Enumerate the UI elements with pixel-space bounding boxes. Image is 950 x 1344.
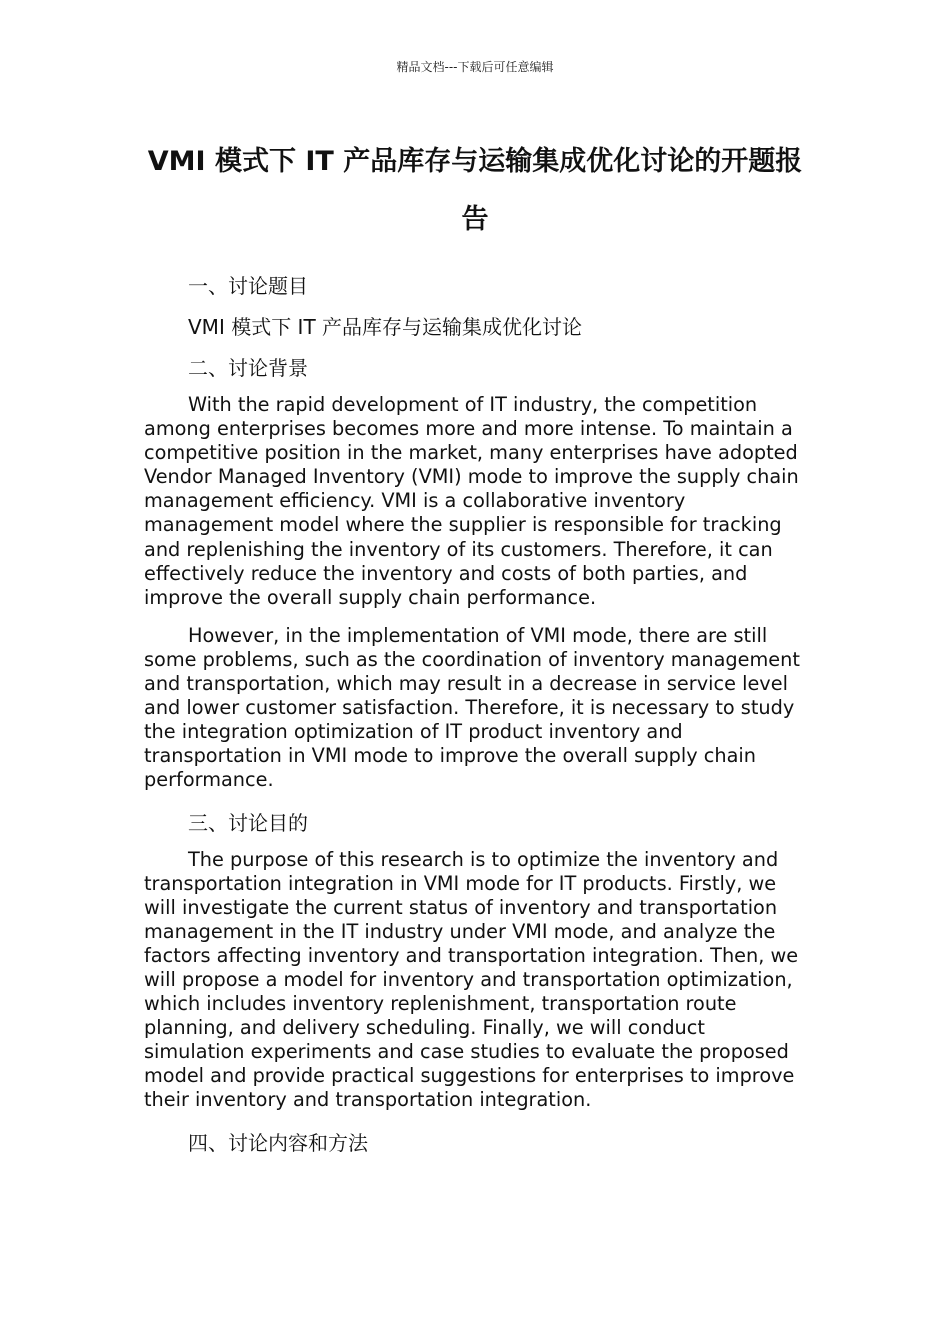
- purpose-paragraph: The purpose of this research is to optimize the inventory and transportation integration in VMI mode for IT products. Firstly, we will investigate the current status of inventory and transportation management in the IT industry under VMI mode, and analyze the factors affecting inventory and transportation integration. Then, we will propose a model for inventory and transportation optimization, which includes inventory replenishment, transportation route planning, and delivery scheduling. Finally, we will conduct simulation experiments and case studies to evaluate the proposed model and provide practical suggestions for enterprises to improve their inventory and transportation integration.: [144, 847, 799, 1112]
- document-title: VMI 模式下 IT 产品库存与运输集成优化讨论的开题报告: [147, 146, 803, 235]
- background-paragraph-1: With the rapid development of IT industry, the competition among enterprises becomes more and more intense. To maintain a competitive position in the market, many enterprises have adopted Vendor Managed Inventory (VMI) mode to improve the supply chain management efficiency. VMI is a collaborative inventory management model where the supplier is responsible for tracking and replenishing the inventory of its customers. Therefore, it can effectively reduce the inventory and costs of both parties, and improve the overall supply chain performance.: [144, 393, 799, 609]
- section-heading-topic: 一、讨论题目: [188, 274, 308, 298]
- document-body: [144, 270, 810, 1168]
- topic-text: VMI 模式下 IT 产品库存与运输集成优化讨论: [188, 315, 583, 339]
- background-paragraph-2: However, in the implementation of VMI mode, there are still some problems, such as the coordination of inventory management and transportation, which may result in a decrease in service level and lower customer satisfaction. Therefore, it is necessary to study the integration optimization of IT product inventory and transportation in VMI mode to improve the overall supply chain performance.: [144, 623, 800, 792]
- section-heading-content-methods: 四、讨论内容和方法: [188, 1130, 368, 1155]
- section-heading-purpose: 三、讨论目的: [188, 810, 308, 835]
- section-heading-background: 二、讨论背景: [188, 356, 308, 380]
- header-note: 精品文档---下载后可任意编辑: [396, 60, 554, 74]
